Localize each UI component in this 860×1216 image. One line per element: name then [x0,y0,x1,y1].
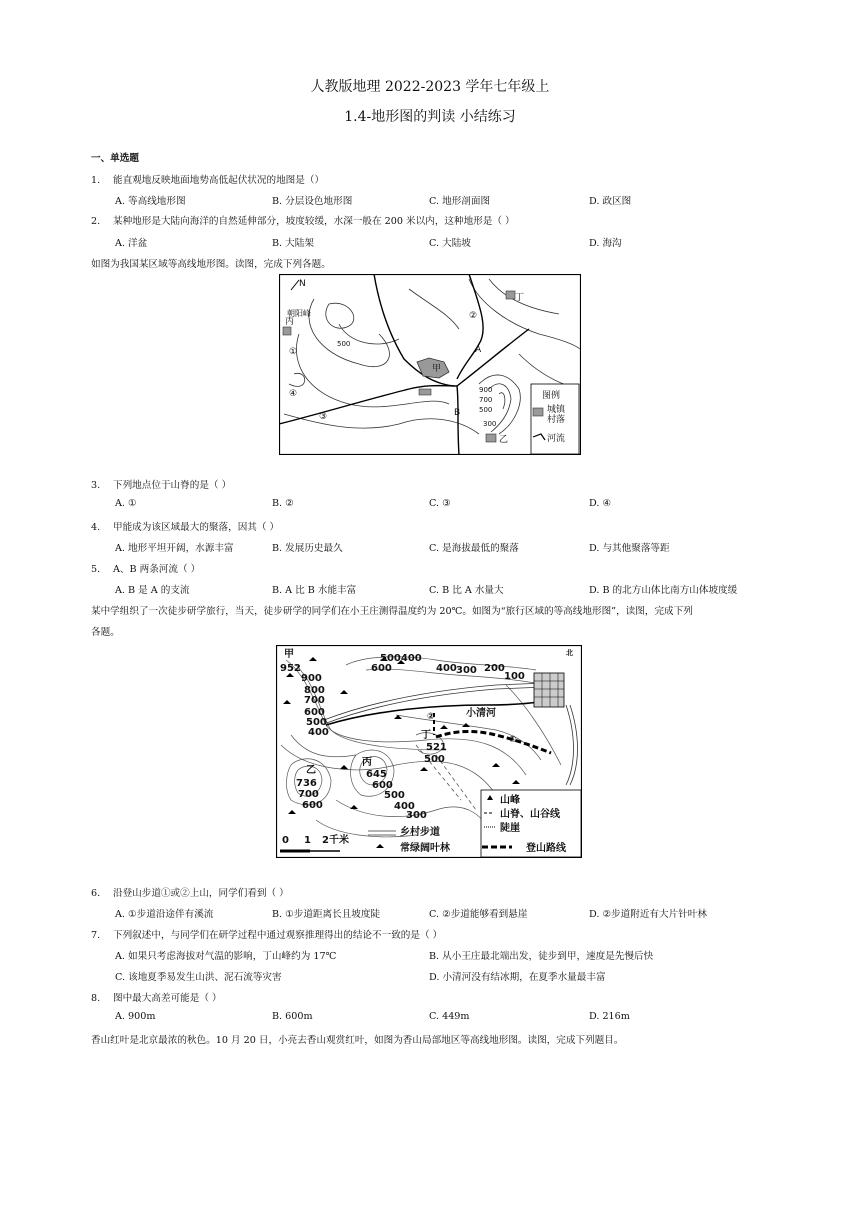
map3-intro: 香山红叶是北京最浓的秋色。10 月 20 日，小亮去香山观赏红叶，如图为香山局部地区等高线地形图。读图，完成下列题目。 [91,1035,624,1046]
svg-text:500400: 500400 [380,653,422,664]
svg-text:300: 300 [456,665,477,676]
label-1: ① [289,347,298,357]
peak-ding-elev: 521 [426,742,447,753]
option-c: C. 地形剖面图 [429,196,491,207]
option-c: C. 大陆坡 [429,238,471,249]
svg-text:400: 400 [308,727,329,738]
peak-label: 朝阳峰 [287,309,311,318]
question-number: 4. [91,522,101,533]
svg-text:100: 100 [504,671,525,682]
option-d: D. B 的北方山体比南方山体坡度缓 [589,585,738,596]
section-heading: 一、单选题 [91,153,139,164]
svg-text:300: 300 [406,810,427,821]
question-number: 7. [91,930,101,941]
label-3: ③ [319,412,328,422]
question-stem: 能直观地反映地面地势高低起伏状况的地图是（） [113,175,325,186]
doc-title: 人教版地理 2022-2023 学年七年级上 [310,79,550,95]
option-a: A. 900m [115,1011,156,1022]
village-ding-shape [506,291,515,299]
svg-text:900: 900 [301,673,322,684]
scale-1: 1 [304,835,311,846]
option-d: D. ④ [589,498,612,509]
question-stem: 甲能成为该区域最大的聚落，因其（ ） [113,522,280,533]
question-number: 2. [91,216,101,227]
north-label: N [299,279,306,289]
option-b: B. 600m [272,1011,313,1022]
option-d: D. 海沟 [589,238,622,249]
svg-text:700: 700 [304,695,325,706]
option-a: A. 如果只考虑海拔对气温的影响，丁山峰约为 17℃ [115,951,337,962]
question-stem: A、B 两条河流（ ） [113,564,201,575]
question-number: 3. [91,480,101,491]
legend-route: 登山路线 [526,843,566,854]
map2-intro: 某中学组织了一次徒步研学旅行，当天，徒步研学的同学们在小王庄测得温度约为 20℃。如图为“旅行区域的等高线地形图”，读图，完成下列 [91,606,693,617]
question-5 [91,561,200,575]
question-6 [91,885,289,899]
contour-500: 500 [337,340,351,348]
legend-path: 乡村步道 [400,827,440,838]
label-b: B [454,408,461,418]
peak-ding-name: 丁 [421,730,431,741]
svg-text:500: 500 [306,717,327,728]
option-a: A. 等高线地形图 [115,196,186,207]
legend-cliff: 陡崖 [500,823,520,834]
svg-text:600: 600 [372,780,393,791]
option-a: A. B 是 A 的支流 [115,585,190,596]
map1-intro: 如图为我国某区域等高线地形图。读图，完成下列各题。 [91,259,331,270]
svg-text:600: 600 [304,707,325,718]
option-c: C. B 比 A 水量大 [429,585,504,596]
svg-text:400: 400 [394,801,415,812]
svg-text:600: 600 [302,800,323,811]
option-c: C. ②步道能够看到悬崖 [429,909,528,920]
option-b: B. 分层设色地形图 [272,196,353,207]
question-3 [91,477,231,491]
contour-map-2 [276,645,582,858]
river-label: 小清河 [466,708,496,719]
question-stem: 下列叙述中，与同学们在研学过程中通过观察推理得出的结论不一致的是（ ） [113,930,443,941]
peak-yi-name: 乙 [306,765,316,776]
question-number: 6. [91,888,101,899]
contour-900: 900 [479,386,493,394]
option-d: D. 216m [589,1011,630,1022]
svg-text:500: 500 [384,790,405,801]
option-a: A. ① [115,498,137,509]
town-xiaowangzhuang [534,673,564,707]
svg-text:800: 800 [304,685,325,696]
scale-2: 2千米 [322,835,349,846]
label-2: ② [469,311,478,321]
label-jia: 甲 [432,364,442,374]
peak-yi-elev: 736 [296,778,317,789]
label-yi: 乙 [499,435,509,445]
option-c: C. 该地夏季易发生山洪、泥石流等灾害 [115,972,282,983]
peak-jia-name: 甲 [284,649,294,660]
legend-ridge: 山脊、山谷线 [500,809,560,820]
label-ding: 丁 [515,293,525,303]
question-stem: 沿登山步道①或②上山，同学们看到（ ） [113,888,289,899]
question-number: 5. [91,564,101,575]
route-mark-2: ② [427,712,435,722]
legend-peak: 山峰 [500,795,520,806]
option-d: D. ②步道附近有大片针叶林 [589,909,707,920]
question-stem: 某种地形是大陆向海洋的自然延伸部分，坡度较缓，水深一般在 200 米以内，这种地形是（ ） [113,216,515,227]
village-bing-shape [283,327,291,335]
svg-text:200: 200 [484,663,505,674]
question-number: 1. [91,175,101,186]
question-number: 8. [91,993,101,1004]
label-a: A [475,345,482,355]
legend-title: 图例 [542,391,561,401]
option-d: D. 小清河没有结冰期，在夏季水量最丰富 [429,972,606,983]
option-a: A. ①步道沿途伴有溪流 [115,909,214,920]
peak-bing-name: 丙 [362,757,372,768]
option-b: B. ①步道距离长且坡度陡 [272,909,381,920]
question-4 [91,519,279,533]
question-stem: 下列地点位于山脊的是（ ） [113,480,232,491]
scale-0: 0 [282,835,289,846]
question-stem: 图中最大高差可能是（ ） [113,993,222,1004]
option-d: D. 政区图 [589,196,632,207]
doc-subtitle: 1.4-地形图的判读 小结练习 [344,109,516,125]
option-c: C. 449m [429,1011,470,1022]
peak-jia-elev: 952 [280,663,301,674]
legend-town: 城镇 [547,405,566,415]
question-2 [91,213,515,227]
peak-bing-elev: 645 [366,769,387,780]
svg-text:500: 500 [424,754,445,765]
option-b: B. A 比 B 水能丰富 [272,585,357,596]
option-b: B. ② [272,498,294,509]
svg-text:700: 700 [298,789,319,800]
question-1 [91,172,324,186]
village-yi-shape [486,434,496,442]
option-c: C. 是海拔最低的聚落 [429,543,519,554]
option-a: A. 洋盆 [115,238,148,249]
option-b: B. 大陆架 [272,238,314,249]
option-b: B. 从小王庄最北端出发，徒步到甲，速度是先慢后快 [429,951,654,962]
contour-map-1 [279,274,581,455]
question-7 [91,927,442,941]
option-d: D. 与其他聚落等距 [589,543,670,554]
legend-forest: 常绿阔叶林 [400,843,450,854]
svg-text:600: 600 [371,663,392,674]
legend-river: 河流 [547,434,566,444]
option-c: C. ③ [429,498,451,509]
contour-500b: 500 [479,406,493,414]
option-a: A. 地形平坦开阔，水源丰富 [115,543,234,554]
question-8 [91,990,222,1004]
map2-intro-cont: 各题。 [91,627,120,638]
label-4: ④ [289,389,298,399]
village-shape [419,389,431,395]
route-mark-1: ① [509,735,517,745]
legend-village: 村落 [547,415,566,425]
label-bing: 丙 [285,317,295,327]
north-label: 北 [566,649,573,657]
svg-text:400: 400 [436,663,457,674]
contour-300: 300 [483,420,497,428]
contour-700: 700 [479,396,493,404]
option-b: B. 发展历史最久 [272,543,343,554]
